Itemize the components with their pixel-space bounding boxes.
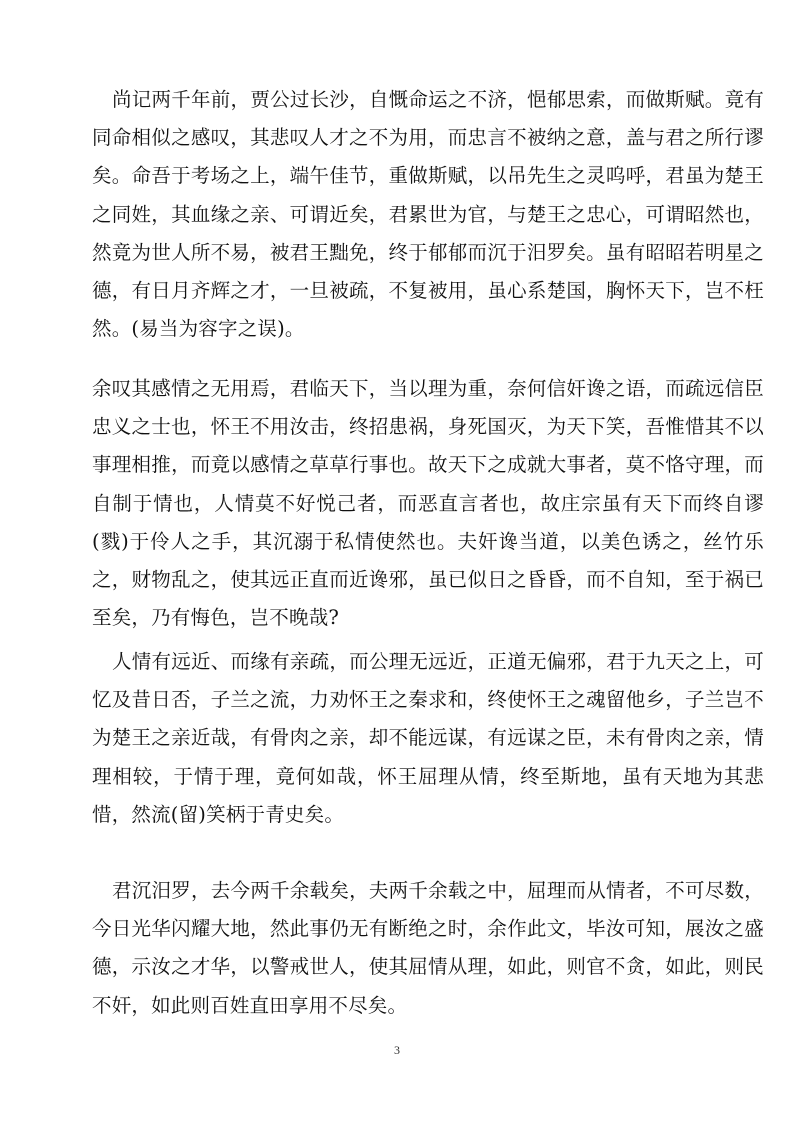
paragraph-2 — [92, 370, 764, 637]
paragraph-1-text: 尚记两千年前，贾公过长沙，自慨命运之不济，悒郁思索，而做斯赋。竟有同命相似之感叹，其悲叹人才之不为用，而忠言不被纳之意，盖与君之所行谬矣。命吾于考场之上，端午佳节，重做斯赋，以吊先生之灵呜呼，君虽为楚王之同姓，其血缘之亲、可谓近矣，君累世为官，与楚王之忠心，可谓昭然也，然竟为世人所不易，被君王黜免，终于郁郁而沉于汨罗矣。虽有昭昭若明星之德，有日月齐辉之才，一旦被疏，不复被用，虽心系楚国，胸怀天下，岂不枉然。(易当为容字之误)。 — [92, 88, 764, 341]
paragraph-2-text: 余叹其感情之无用焉，君临天下，当以理为重，奈何信奸谗之语，而疏远信臣忠义之士也，怀王不用汝击，终招患祸，身死国灭，为天下笑，吾惟惜其不以事理相推，而竟以感情之草草行事也。故天下之成就大事者，莫不恪守理，而自制于情也，人情莫不好悦己者，而恶直言者也，故庄宗虽有天下而终自谬(戮)于伶人之手，其沉溺于私情使然也。夫奸谗当道，以美色诱之，丝竹乐之，财物乱之，使其远正直而近谗邪，虽已似日之昏昏，而不自知，至于祸已至矣，乃有悔色，岂不晚哉? — [92, 377, 764, 630]
paragraph-4 — [92, 872, 764, 1025]
paragraph-1 — [92, 81, 764, 348]
paragraph-4-text: 君沉汨罗，去今两千余载矣，夫两千余载之中，屈理而从情者，不可尽数，今日光华闪耀大地，然此事仍无有断绝之时，余作此文，毕汝可知，展汝之盛德，示汝之才华，以警戒世人，使其屈情从理，如此，则官不贪，如此，则民不奸，如此则百姓直田享用不尽矣。 — [92, 879, 764, 1017]
paragraph-3-text: 人情有远近、而缘有亲疏，而公理无远近，正道无偏邪，君于九天之上，可忆及昔日否，子兰之流，力劝怀王之秦求和，终使怀王之魂留他乡，子兰岂不为楚王之亲近哉，有骨肉之亲，却不能远谋，有远谋之臣，未有骨肉之亲，情理相较，于情于理，竟何如哉，怀王屈理从情，终至斯地，虽有天地为其悲惜，然流(留)笑柄于青史矣。 — [92, 650, 764, 826]
page-number: 3 — [394, 1043, 400, 1057]
paragraph-3 — [92, 643, 764, 834]
